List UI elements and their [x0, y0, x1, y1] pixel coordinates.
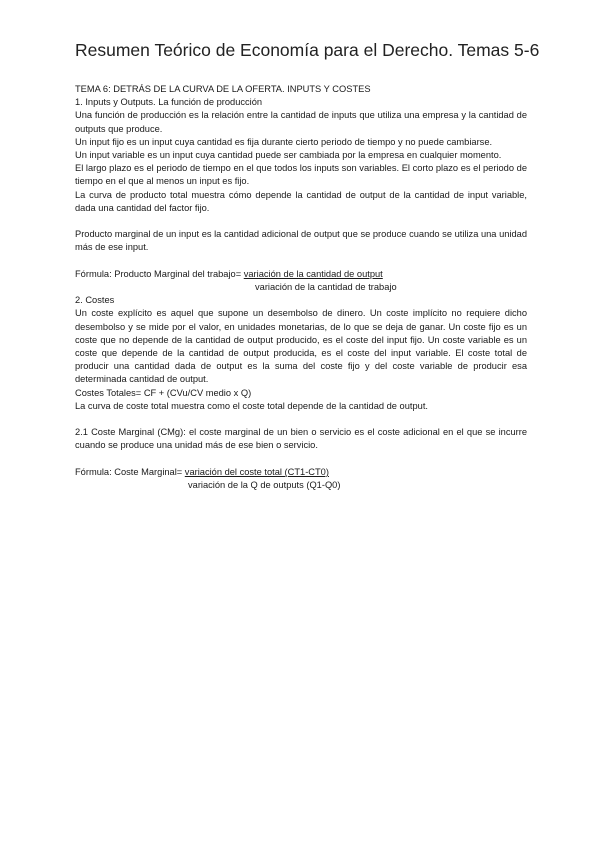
paragraph-long-short-run: El largo plazo es el periodo de tiempo en el que todos los inputs son variables. El corto plazo es el periodo de tiempo en el que al menos un input es fijo. [75, 163, 527, 187]
formula-label: Fórmula: Producto Marginal del trabajo= [75, 268, 244, 279]
formula-numerator: variación del coste total (CT1-CT0) [184, 466, 329, 477]
formula-numerator: variación de la cantidad de output [243, 268, 383, 279]
document-title: Resumen Teórico de Economía para el Derecho. Temas 5-6 [75, 40, 540, 60]
formula-marginal-cost [75, 466, 527, 479]
paragraph-total-product-curve: La curva de producto total muestra cómo depende la cantidad de output de la cantidad de input variable, dada una cantidad del factor fijo. [75, 189, 527, 213]
paragraph-fixed-input: Un input fijo es un input cuya cantidad es fija durante cierto periodo de tiempo y no puede cambiarse. [75, 136, 493, 147]
section-1-heading: 1. Inputs y Outputs. La función de producción [75, 97, 263, 108]
formula-denominator: variación de la cantidad de trabajo [255, 282, 397, 293]
document-body [75, 83, 527, 492]
formula-denominator: variación de la Q de outputs (Q1-Q0) [188, 480, 341, 491]
formula-marginal-product [75, 268, 527, 281]
paragraph-costs: Un coste explícito es aquel que supone un desembolso de dinero. Un coste implícito no requiere dicho desembolso y se mide por el valor, en unidades monetarias, de lo que se deja de ganar. Un coste fijo es un coste que no depende de la cantidad de output producido, es el coste del input fijo. Un coste variable es un coste que depende de la cantidad de output producida, es el coste del input variable. El coste total de producir una cantidad dada de output es la suma del coste fijo y del coste variable de producir esa determinada cantidad de output. [75, 308, 527, 385]
section-2-heading: 2. Costes [75, 295, 115, 306]
paragraph-marginal-product: Producto marginal de un input es la cantidad adicional de output que se produce cuando se utiliza una unidad más de ese input. [75, 229, 527, 253]
paragraph-total-costs-formula: Costes Totales= CF + (CVu/CV medio x Q) [75, 387, 252, 398]
paragraph-total-cost-curve: La curva de coste total muestra como el coste total depende de la cantidad de output. [75, 400, 428, 411]
paragraph-production-function: Una función de producción es la relación entre la cantidad de inputs que utiliza una empresa y la cantidad de outputs que produce. [75, 110, 527, 134]
paragraph-marginal-cost: 2.1 Coste Marginal (CMg): el coste marginal de un bien o servicio es el coste adicional en el que se incurre cuando se produce una unidad más de ese bien o servicio. [75, 427, 527, 451]
tema-heading: TEMA 6: DETRÁS DE LA CURVA DE LA OFERTA. INPUTS Y COSTES [75, 84, 371, 94]
paragraph-variable-input: Un input variable es un input cuya cantidad puede ser cambiada por la empresa en cualquier momento. [75, 150, 502, 161]
formula-label: Fórmula: Coste Marginal= [75, 466, 185, 477]
